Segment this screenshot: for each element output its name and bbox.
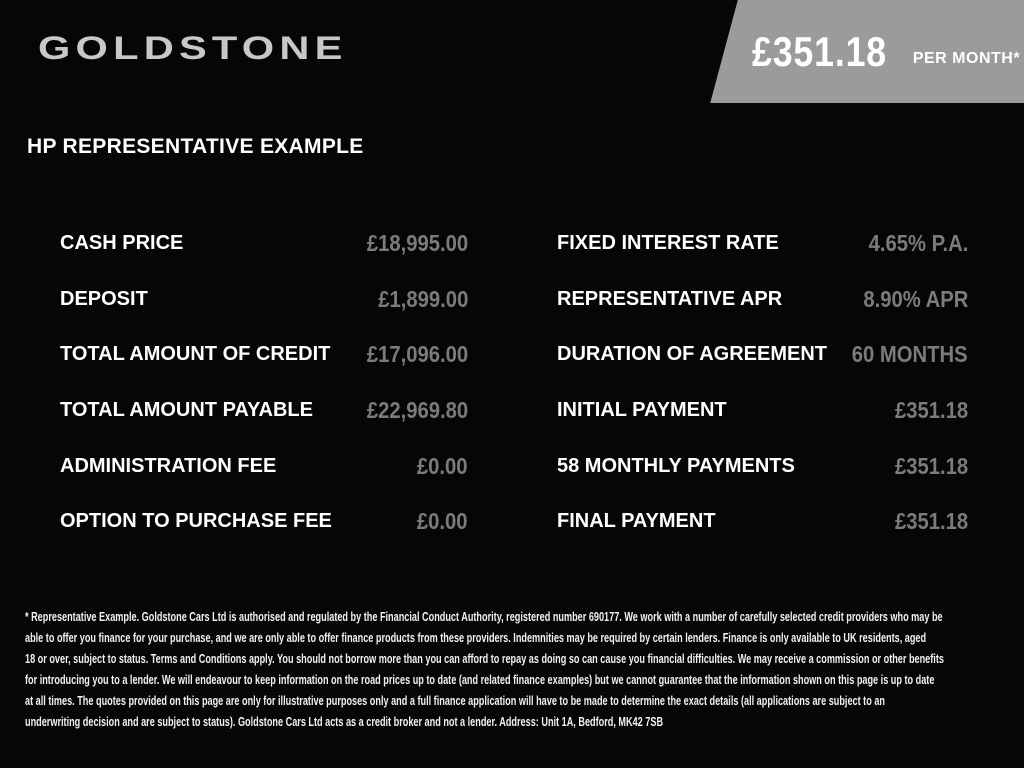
finance-label: 58 MONTHLY PAYMENTS [557,454,795,477]
finance-row-initial-payment [557,383,968,439]
monthly-price-suffix: PER MONTH* [912,49,1021,67]
finance-row-fixed-interest-rate [557,216,968,272]
finance-value: £18,995.00 [366,230,468,257]
monthly-price-amount: £351.18 [752,27,888,75]
finance-table-right-column [557,216,968,550]
monthly-price-banner [710,0,1024,103]
finance-value: £1,899.00 [377,285,468,312]
finance-row-cash-price [60,216,468,272]
finance-value: £22,969.80 [366,397,468,424]
brand-logo: GOLDSTONE [38,30,348,66]
finance-row-option-to-purchase-fee [60,494,468,550]
disclaimer [25,607,1015,733]
page-title: HP REPRESENTATIVE EXAMPLE [27,135,364,158]
disclaimer-line: able to offer you finance for your purchase, and we are only able to offer finance products from these providers. Indemnities may be required by certain lenders. Finance is only available to UK residents, aged [25,631,927,645]
finance-label: DURATION OF AGREEMENT [557,343,827,366]
finance-label: DEPOSIT [60,287,148,310]
disclaimer-line: at all times. The quotes provided on this page are only for illustrative purposes only and a full finance application will have to be made to determine the exact details (all applications are subject to an [25,694,885,708]
finance-value: £351.18 [894,508,968,535]
finance-row-58-monthly-payments [557,438,968,494]
finance-row-final-payment [557,494,968,550]
finance-label: INITIAL PAYMENT [557,399,727,422]
disclaimer-line: 18 or over, subject to status. Terms and Conditions apply. You should not borrow more than you can afford to repay as doing so can cause you financial difficulties. We may receive a commission or other benefits [25,652,944,666]
finance-value: 60 MONTHS [852,341,968,368]
finance-label: CASH PRICE [60,232,184,255]
disclaimer-line: for introducing you to a lender. We will endeavour to keep information on the road prices up to date (and related finance examples) but we cannot guarantee that the information shown on this page is up to date [25,673,935,687]
finance-label: TOTAL AMOUNT OF CREDIT [60,343,331,366]
finance-row-total-amount-of-credit [60,327,468,383]
finance-label: FIXED INTEREST RATE [557,232,779,255]
finance-row-administration-fee [60,438,468,494]
finance-value: £0.00 [417,508,468,535]
finance-value: 8.90% APR [863,285,968,312]
finance-label: FINAL PAYMENT [557,510,716,533]
finance-value: £17,096.00 [366,341,468,368]
finance-label: REPRESENTATIVE APR [557,287,783,310]
disclaimer-line: * Representative Example. Goldstone Cars Ltd is authorised and regulated by the Financial Conduct Authority, registered number 690177. We work with a number of carefully selected credit providers who may be [25,610,943,624]
finance-label: TOTAL AMOUNT PAYABLE [60,399,313,422]
disclaimer-line: underwriting decision and are subject to status). Goldstone Cars Ltd acts as a credit broker and not a lender. Address: Unit 1A, Bedford, MK42 7SB [25,715,664,729]
finance-row-duration-of-agreement [557,327,968,383]
finance-row-representative-apr [557,272,968,328]
finance-row-total-amount-payable [60,383,468,439]
finance-value: £351.18 [894,397,968,424]
finance-value: £351.18 [894,452,968,479]
finance-value: 4.65% P.A. [868,230,968,257]
finance-table-left-column [60,216,468,550]
finance-label: ADMINISTRATION FEE [60,454,277,477]
finance-label: OPTION TO PURCHASE FEE [60,510,332,533]
finance-row-deposit [60,272,468,328]
finance-value: £0.00 [417,452,468,479]
monthly-price-banner-content [724,0,1024,103]
